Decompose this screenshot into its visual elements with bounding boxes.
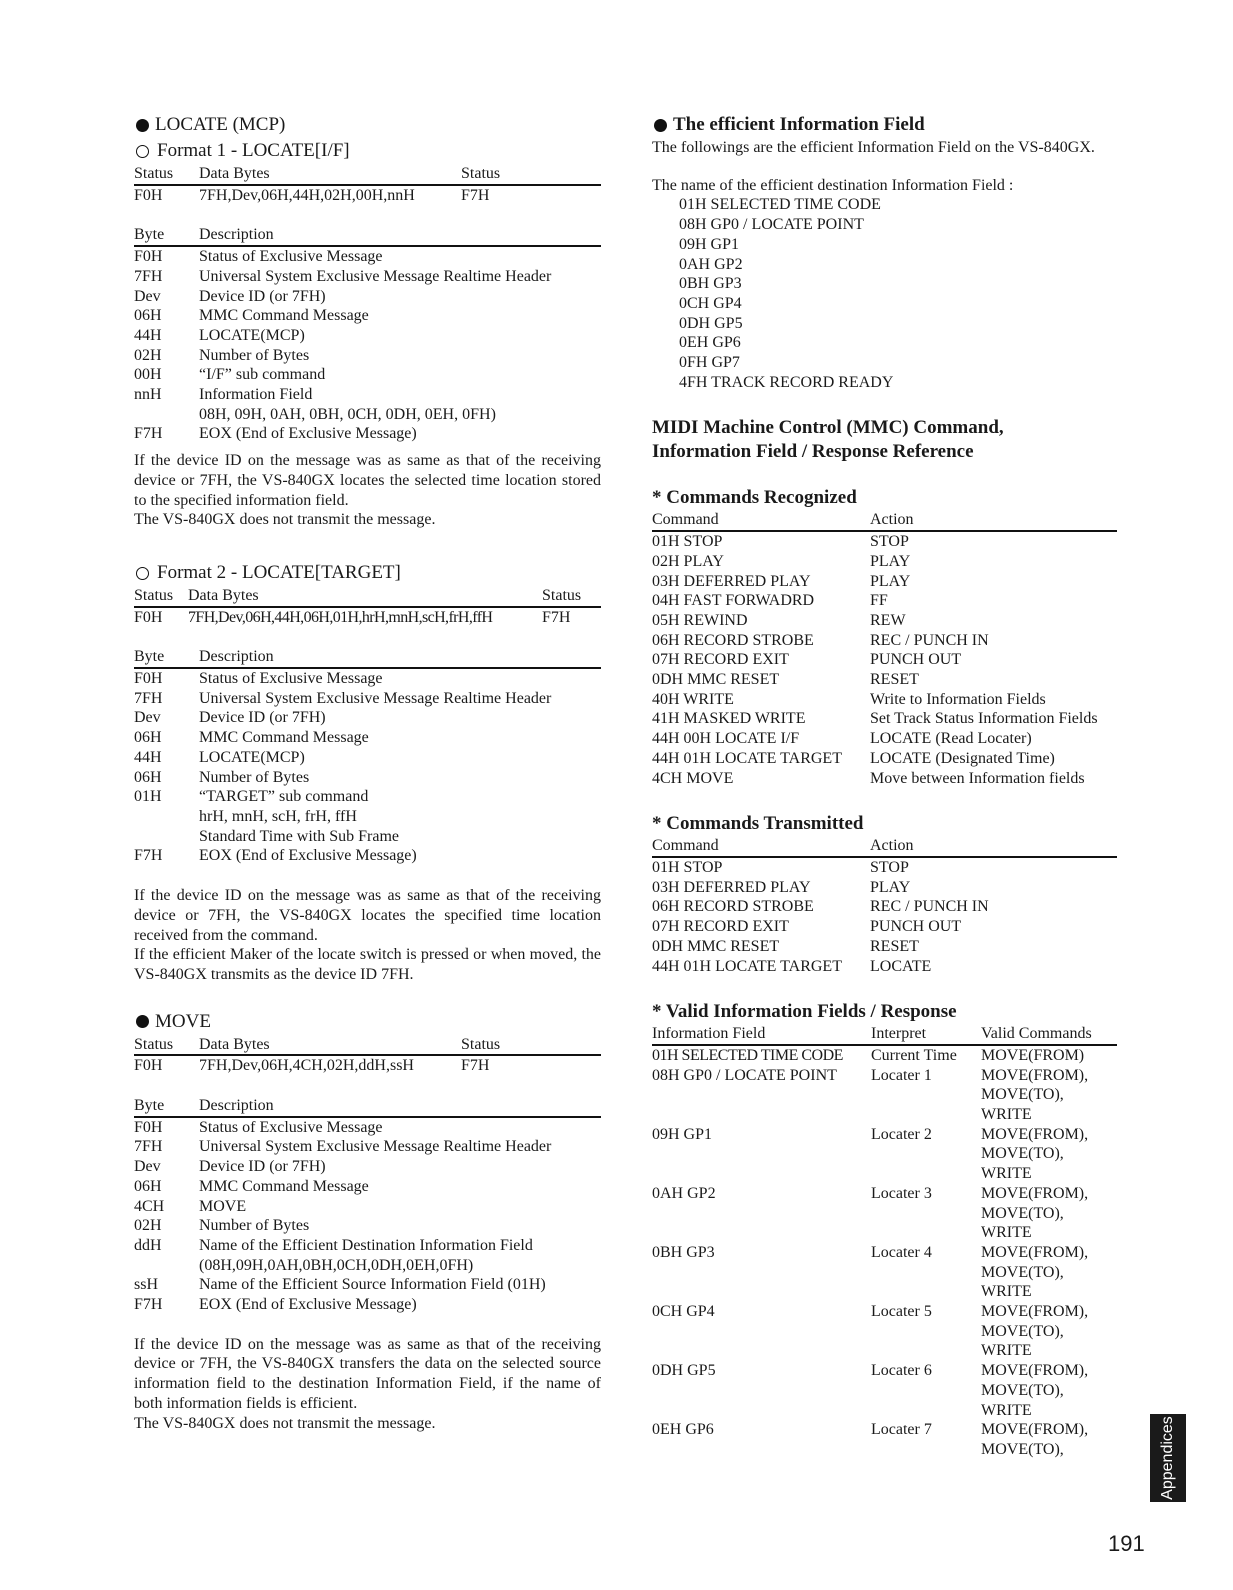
format1-status-table: Status Data Bytes Status F0H 7FH,Dev,06H,44H,02H,00H,nnH F7H [134, 164, 601, 205]
table-row: 0BH GP3 Locater 4 MOVE(FROM), MOVE(TO), WRITE [652, 1243, 1089, 1301]
destination-label: The name of the efficient destination Information Field : [652, 176, 1014, 194]
format2-heading: Format 2 - LOCATE[TARGET] [134, 560, 601, 586]
table-row: 08H, 09H, 0AH, 0BH, 0CH, 0DH, 0EH, 0FH) [199, 405, 496, 423]
valid-fields-table: Information Field Interpret Valid Commands 01H SELECTED TIME CODE Current Time MOVE(FROM) 08H GP0 / LOCATE POINT Locater 1 MOVE(FROM), MOVE(TO), WRITE 09H GP1 Locater 2 MOVE(FROM), MOVE(TO), WRITE 0AH GP2 Locater 3 MOVE(FROM), MOVE(TO), WRITE 0BH GP3 Locater 4 MOVE(FROM), MOVE(TO), WRITE 0CH GP4 Locater 5 MOVE(FROM), MOVE(TO), WRITE 0DH GP5 Locater 6 MOVE(FROM), MOVE(TO), WRITE 0EH GP6 Locater 7 MOVE(FROM), MOVE(TO), [652, 1024, 1117, 1459]
table-row: 41H MASKED WRITE Set Track Status Information Fields [652, 710, 1098, 728]
table-row: 01H STOP STOP [652, 533, 909, 551]
table-row: 7FH Universal System Exclusive Message Realtime Header [134, 267, 552, 285]
format1-description: If the device ID on the message was as same as that of the receiving device or 7FH, the VS-840GX locates the selected time location stored to the specified information field. [134, 452, 601, 509]
bullet-icon [136, 1015, 149, 1028]
efficient-info-heading: The efficient Information Field [652, 112, 1117, 138]
commands-recognized-heading: * Commands Recognized [652, 487, 857, 509]
table-row: 7FH Universal System Exclusive Message Realtime Header [134, 689, 552, 707]
table-row: 01H SELECTED TIME CODE Current Time MOVE(FROM) [652, 1046, 1085, 1064]
table-row: F0H Status of Exclusive Message [134, 1118, 383, 1136]
format1-heading: Format 1 - LOCATE[I/F] [134, 138, 601, 164]
list-item: 4FH TRACK RECORD READY [679, 373, 894, 391]
commands-transmitted-table: Command Action 01H STOP STOP 03H DEFERRED PLAY PLAY 06H RECORD STROBE REC / PUNCH IN 07H RECORD EXIT PUNCH OUT 0DH MMC RESET RESET 44H 01H LOCATE TARGET LOCATE [652, 836, 1117, 976]
table-row: ddH Name of the Efficient Destination Information Field [134, 1236, 533, 1254]
commands-recognized-table: Command Action 01H STOP STOP 02H PLAY PLAY 03H DEFERRED PLAY PLAY 04H FAST FORWADRD FF 05H REWIND REW 06H RECORD STROBE REC / PUNCH IN 07H RECORD EXIT PUNCH OUT 0DH MMC RESET RESET 40H WRITE Write to Information Fields 41H MASKED WRITE Set Track Status Information Fields 44H 00H LOCATE I/F LOCATE (Read Locater) 44H 01H LOCATE TARGET LOCATE (Designated Time) 4CH MOVE Move between Information fields [652, 510, 1117, 788]
table-row: F0H Status of Exclusive Message [134, 670, 383, 688]
table-row: Dev Device ID (or 7FH) [134, 287, 326, 305]
table-row: F7H EOX (End of Exclusive Message) [134, 425, 417, 443]
appendices-tab [1150, 1414, 1186, 1502]
table-row: Dev Device ID (or 7FH) [134, 709, 326, 727]
table-row: 4CH MOVE [134, 1197, 247, 1215]
list-item: 0AH GP2 [679, 255, 743, 273]
table-row: Standard Time with Sub Frame [199, 827, 400, 845]
table-row: 09H GP1 Locater 2 MOVE(FROM), MOVE(TO), WRITE [652, 1125, 1089, 1183]
table-row: 0DH MMC RESET RESET [652, 671, 919, 689]
table-row: hrH, mnH, scH, frH, ffH [199, 807, 357, 825]
table-row: 06H MMC Command Message [134, 307, 369, 325]
table-row: 01H “TARGET” sub command [134, 788, 369, 806]
format2-status-table: Status Data Bytes Status F0H 7FH,Dev,06H,44H,06H,01H,hrH,mnH,scH,frH,ffH F7H [134, 586, 601, 627]
table-row: (08H,09H,0AH,0BH,0CH,0DH,0EH,0FH) [199, 1256, 474, 1274]
table-row: 06H RECORD STROBE REC / PUNCH IN [652, 898, 989, 916]
list-item: 0BH GP3 [679, 275, 742, 293]
mmc-reference-heading: MIDI Machine Control (MMC) Command, Information Field / Response Reference [652, 417, 1004, 463]
table-row: 07H RECORD EXIT PUNCH OUT [652, 918, 962, 936]
list-item: 01H SELECTED TIME CODE [679, 196, 881, 214]
table-row: 00H “I/F” sub command [134, 366, 326, 384]
table-row: 05H REWIND REW [652, 611, 906, 629]
table-row: F0H 7FH,Dev,06H,44H,06H,01H,hrH,mnH,scH,frH,ffH F7H [134, 608, 571, 626]
table-row: Dev Device ID (or 7FH) [134, 1158, 326, 1176]
move-note: The VS-840GX does not transmit the message. [134, 1414, 436, 1432]
list-item: 08H GP0 / LOCATE POINT [679, 216, 864, 234]
table-row: nnH Information Field [134, 386, 313, 404]
right-column [652, 112, 1117, 1460]
table-row: 03H DEFERRED PLAY PLAY [652, 572, 911, 590]
format2-note: If the efficient Maker of the locate switch is pressed or when moved, the VS-840GX transmits as the device ID 7FH. [134, 946, 601, 983]
table-row: F7H EOX (End of Exclusive Message) [134, 847, 417, 865]
bullet-icon [136, 119, 149, 132]
table-row: 06H MMC Command Message [134, 1177, 369, 1195]
table-row: F0H 7FH,Dev,06H,4CH,02H,ddH,ssH F7H [134, 1057, 490, 1075]
page-number: 191 [1108, 1531, 1145, 1556]
table-row: 04H FAST FORWADRD FF [652, 592, 888, 610]
format1-byte-table: Byte Description F0H Status of Exclusive Message 7FH Universal System Exclusive Message Realtime Header Dev Device ID (or 7FH) 06H MMC Command Message 44H LOCATE(MCP) 02H Number of Bytes 00H “I/F” sub command nnH Information Field 08H, 09H, 0AH, 0BH, 0CH, 0DH, 0EH, 0FH) F7H EOX (End of Exclusive Message) [134, 225, 601, 444]
appendices-tab-label: Appendices [1159, 1416, 1177, 1500]
move-byte-table: Byte Description F0H Status of Exclusive Message 7FH Universal System Exclusive Message Realtime Header Dev Device ID (or 7FH) 06H MMC Command Message 4CH MOVE 02H Number of Bytes ddH Name of the Efficient Destination Information Field (08H,09H,0AH,0BH,0CH,0DH,0EH,0FH) ssH Name of the Efficient Source Information Field (01H) F7H EOX (End of Exclusive Message) [134, 1096, 601, 1315]
table-row: 06H RECORD STROBE REC / PUNCH IN [652, 631, 989, 649]
table-row: 40H WRITE Write to Information Fields [652, 690, 1046, 708]
table-row: 0AH GP2 Locater 3 MOVE(FROM), MOVE(TO), WRITE [652, 1184, 1089, 1242]
move-heading: MOVE [134, 1009, 601, 1035]
bullet-icon [654, 119, 667, 132]
move-description: If the device ID on the message was as same as that of the receiving device or 7FH, the VS-840GX transfers the data on the selected source information field to the destination Information Field, if the name of both information fields is efficient. [134, 1335, 601, 1412]
table-row: 06H MMC Command Message [134, 729, 369, 747]
list-item: 0EH GP6 [679, 334, 741, 352]
format2-byte-table: Byte Description F0H Status of Exclusive Message 7FH Universal System Exclusive Message Realtime Header Dev Device ID (or 7FH) 06H MMC Command Message 44H LOCATE(MCP) 06H Number of Bytes 01H “TARGET” sub command hrH, mnH, scH, frH, ffH Standard Time with Sub Frame F7H EOX (End of Exclusive Message) [134, 647, 601, 866]
table-row: 02H Number of Bytes [134, 1217, 310, 1235]
table-row: 0EH GP6 Locater 7 MOVE(FROM), MOVE(TO), [652, 1421, 1089, 1458]
table-row: 44H 00H LOCATE I/F LOCATE (Read Locater) [652, 730, 1032, 748]
table-row: 4CH MOVE Move between Information fields [652, 769, 1085, 787]
table-row: 0DH MMC RESET RESET [652, 937, 919, 955]
table-row: 44H 01H LOCATE TARGET LOCATE (Designated Time) [652, 749, 1055, 767]
table-row: 0CH GP4 Locater 5 MOVE(FROM), MOVE(TO), WRITE [652, 1303, 1089, 1360]
valid-fields-heading: * Valid Information Fields / Response [652, 1001, 957, 1023]
table-row: 44H LOCATE(MCP) [134, 326, 305, 344]
list-item: 0CH GP4 [679, 294, 742, 312]
table-row: 06H Number of Bytes [134, 768, 310, 786]
table-row: 08H GP0 / LOCATE POINT Locater 1 MOVE(FROM), MOVE(TO), WRITE [652, 1066, 1089, 1124]
table-row: 0DH GP5 Locater 6 MOVE(FROM), MOVE(TO), WRITE [652, 1362, 1089, 1419]
table-row: 07H RECORD EXIT PUNCH OUT [652, 651, 962, 669]
table-row: F0H Status of Exclusive Message [134, 248, 383, 266]
list-item: 0FH GP7 [679, 354, 740, 372]
table-row: 02H Number of Bytes [134, 346, 310, 364]
table-row: 01H STOP STOP [652, 858, 909, 876]
list-item: 09H GP1 [679, 235, 740, 253]
locate-mcp-heading: LOCATE (MCP) [134, 112, 601, 138]
circle-icon [136, 567, 149, 580]
commands-transmitted-heading: * Commands Transmitted [652, 813, 864, 835]
move-status-table: Status Data Bytes Status F0H 7FH,Dev,06H,4CH,02H,ddH,ssH F7H [134, 1035, 601, 1076]
list-item: 0DH GP5 [679, 314, 743, 332]
table-row: 44H LOCATE(MCP) [134, 748, 305, 766]
table-row: F7H EOX (End of Exclusive Message) [134, 1296, 417, 1314]
table-row: 44H 01H LOCATE TARGET LOCATE [652, 957, 932, 975]
efficient-intro: The followings are the efficient Information Field on the VS-840GX. [652, 139, 1095, 156]
table-row: F0H 7FH,Dev,06H,44H,02H,00H,nnH F7H [134, 186, 490, 204]
table-row: ssH Name of the Efficient Source Information Field (01H) [134, 1276, 546, 1294]
left-column [134, 112, 601, 1433]
format1-note: The VS-840GX does not transmit the message. [134, 511, 436, 529]
table-row: 02H PLAY PLAY [652, 552, 911, 570]
efficient-field-list [652, 195, 1117, 392]
circle-icon [136, 145, 149, 158]
table-row: 7FH Universal System Exclusive Message Realtime Header [134, 1138, 552, 1156]
table-row: 03H DEFERRED PLAY PLAY [652, 878, 911, 896]
format2-description: If the device ID on the message was as same as that of the receiving device or 7FH, the VS-840GX locates the specified time location received from the command. [134, 887, 601, 944]
